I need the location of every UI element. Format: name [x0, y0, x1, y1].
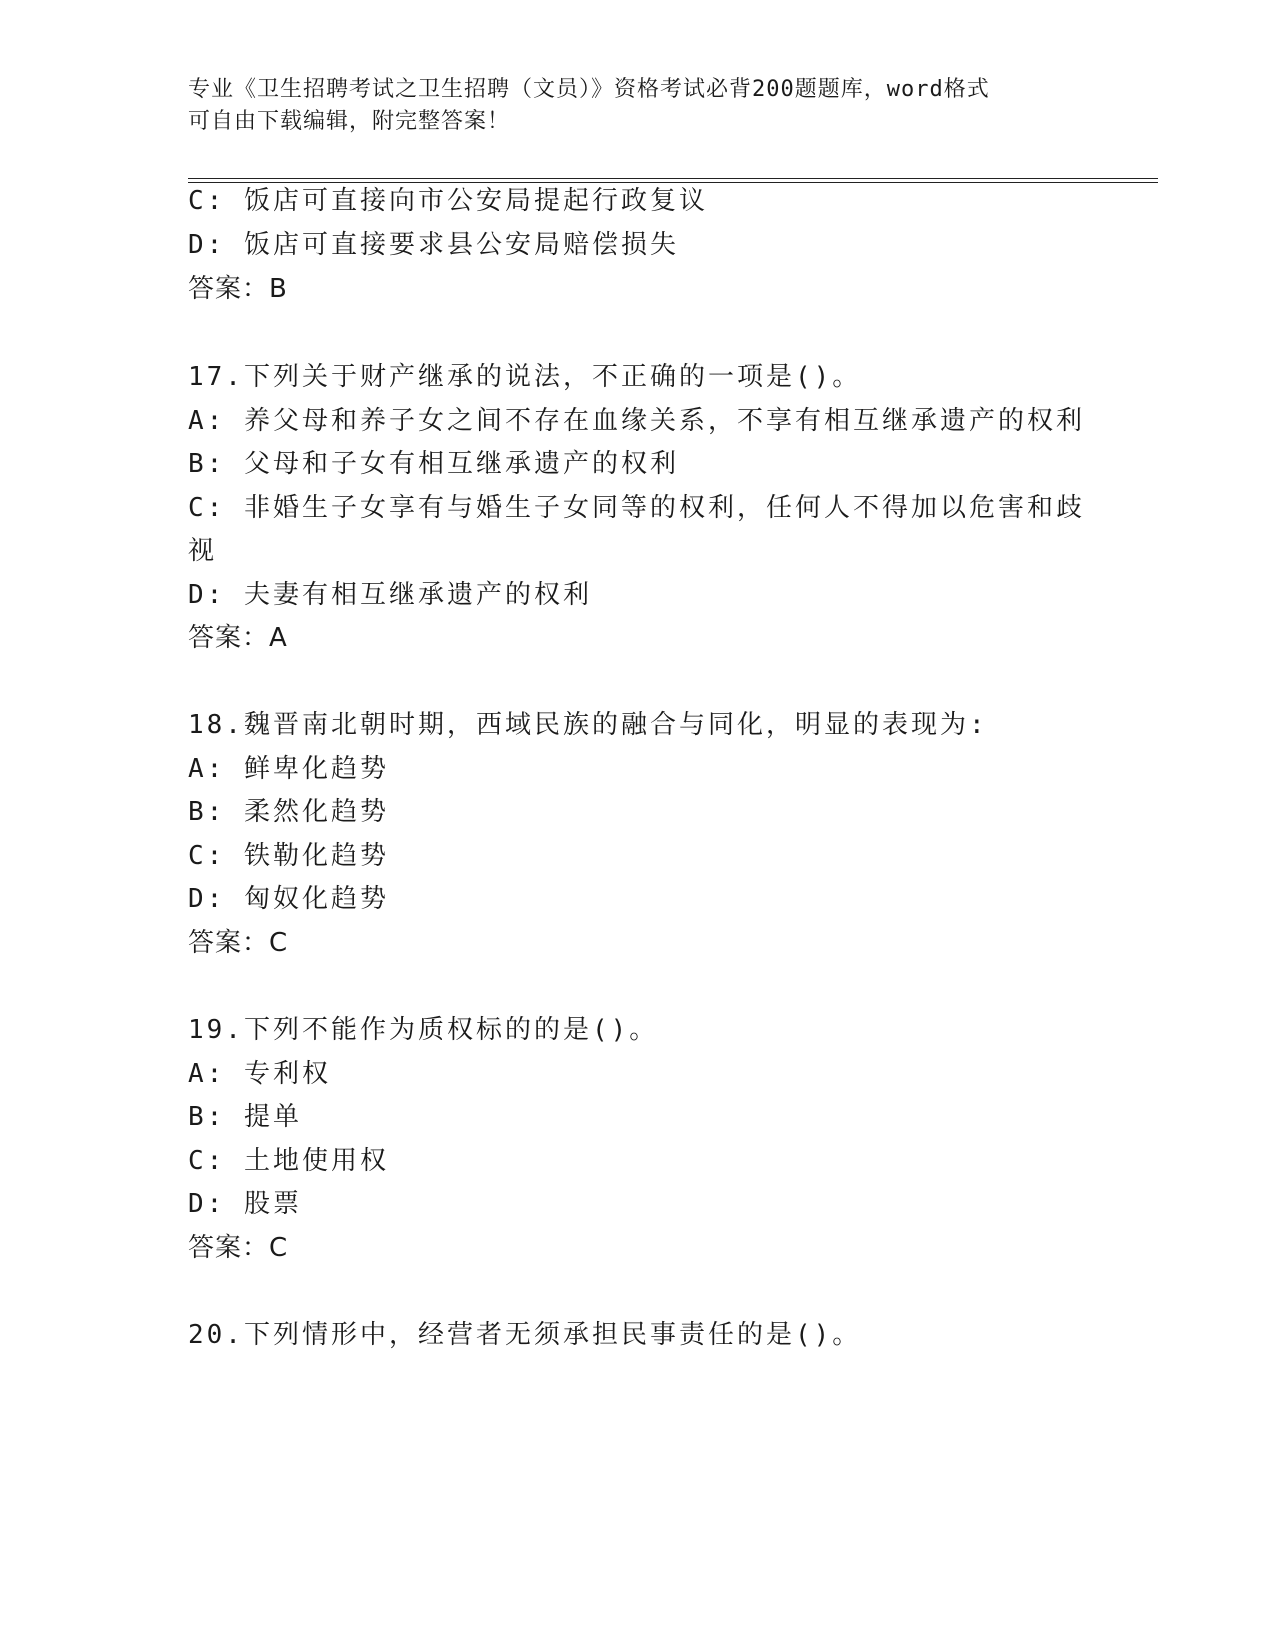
q19-answer: 答案：C [188, 1233, 289, 1263]
q19-option-c: C: 土地使用权 [188, 1146, 389, 1176]
q17-option-d: D: 夫妻有相互继承遗产的权利 [188, 580, 592, 610]
q19-option-a: A: 专利权 [188, 1059, 331, 1089]
q17-option-a: A: 养父母和养子女之间不存在血缘关系，不享有相互继承遗产的权利 [188, 406, 1085, 436]
q19-option-d: D: 股票 [188, 1189, 302, 1219]
q19-option-b: B: 提单 [188, 1102, 302, 1132]
prev-answer: 答案：B [188, 274, 288, 304]
q18-stem: 18.魏晋南北朝时期，西域民族的融合与同化，明显的表现为: [188, 710, 988, 740]
q18-answer: 答案：C [188, 928, 289, 958]
q17-option-b: B: 父母和子女有相互继承遗产的权利 [188, 449, 679, 479]
prev-option-c: C: 饭店可直接向市公安局提起行政复议 [188, 186, 708, 216]
header-line-1: 专业《卫生招聘考试之卫生招聘（文员）》资格考试必背200题题库，word格式 [188, 77, 990, 102]
header-divider-top [188, 178, 1158, 179]
q19-stem: 19.下列不能作为质权标的的是()。 [188, 1015, 659, 1045]
q17-answer: 答案：A [188, 623, 288, 653]
q17-option-c-line-1: C: 非婚生子女享有与婚生子女同等的权利，任何人不得加以危害和歧 [188, 493, 1085, 523]
q18-option-d: D: 匈奴化趋势 [188, 884, 389, 914]
q18-option-c: C: 铁勒化趋势 [188, 841, 389, 871]
header-line-2: 可自由下载编辑，附完整答案！ [188, 109, 511, 134]
q18-option-b: B: 柔然化趋势 [188, 797, 389, 827]
prev-option-d: D: 饭店可直接要求县公安局赔偿损失 [188, 230, 679, 260]
document-header [188, 74, 1088, 138]
q20-stem: 20.下列情形中，经营者无须承担民事责任的是()。 [188, 1320, 862, 1350]
q17-stem: 17.下列关于财产继承的说法，不正确的一项是()。 [188, 362, 862, 392]
q17-option-c-line-2: 视 [188, 536, 218, 566]
header-divider-bottom [188, 182, 1158, 183]
q18-option-a: A: 鲜卑化趋势 [188, 754, 389, 784]
